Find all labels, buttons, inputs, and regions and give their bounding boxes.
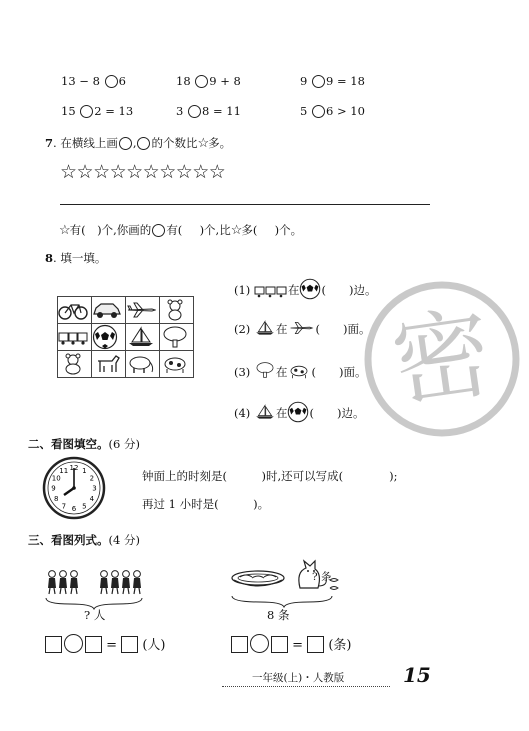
q6-row2-item1: 15 2 = 13: [61, 104, 134, 118]
q8-item-3: (3) 在 ( )面。: [234, 360, 366, 380]
bear-icon: [58, 351, 92, 378]
cow-icon: [160, 351, 194, 378]
operator-circle[interactable]: [250, 634, 269, 653]
page-number: 15: [403, 663, 431, 687]
answer-circle[interactable]: [188, 105, 201, 118]
car-icon: [92, 297, 126, 324]
tree-icon: [160, 324, 194, 351]
soccer-ball-icon: [299, 278, 321, 300]
elephant-icon: [126, 351, 160, 378]
horse-icon: [92, 351, 126, 378]
clock-question-line2: 再过 1 小时是( )。: [142, 497, 270, 511]
sailboat-icon: [126, 324, 160, 351]
sailboat-icon: [254, 319, 276, 337]
q6-row2-item2: 3 8 = 11: [176, 104, 241, 118]
picture-grid: [57, 296, 194, 378]
answer-circle[interactable]: [80, 105, 93, 118]
soccer-ball-icon: [92, 324, 126, 351]
cow-icon: [287, 362, 311, 380]
answer-box[interactable]: [231, 636, 248, 653]
bicycle-icon: [58, 297, 92, 324]
children-illustration: [44, 566, 144, 610]
clock-icon: [42, 456, 106, 520]
q8-title: 8. 填一填。: [45, 251, 107, 265]
left-brace-label: ? 人: [84, 608, 106, 622]
airplane-icon: [287, 320, 315, 336]
clock-numeral: 12: [69, 464, 79, 473]
clock-numeral: 7: [61, 502, 67, 511]
clock-question-line1: 钟面上的时刻是( )时,还可以写成( );: [142, 469, 398, 483]
clock-numeral: 10: [51, 474, 61, 483]
answer-box[interactable]: [307, 636, 324, 653]
answer-box[interactable]: [45, 636, 62, 653]
answer-circle[interactable]: [195, 75, 208, 88]
answer-box[interactable]: [271, 636, 288, 653]
q6-row2-item3: 5 6 > 10: [300, 104, 365, 118]
star-icon: ☆: [197, 136, 209, 151]
clock-numeral: 2: [89, 474, 95, 483]
section-2-title: 二、看图填空。(6 分): [28, 437, 140, 451]
clock-numeral: 9: [51, 484, 56, 493]
train-icon: [254, 284, 288, 298]
tree-icon: [254, 360, 276, 380]
right-expression: = (条): [231, 634, 351, 653]
clock-numeral: 5: [82, 502, 87, 511]
answer-circle[interactable]: [312, 75, 325, 88]
left-expression: = (人): [45, 634, 165, 653]
answer-box[interactable]: [121, 636, 138, 653]
cat-fish-illustration: [230, 558, 350, 608]
star-icon: ☆: [59, 223, 70, 238]
answer-circle[interactable]: [312, 105, 325, 118]
right-brace-label: 8 条: [267, 608, 290, 622]
clock-numeral: 1: [82, 466, 87, 475]
clock-numeral: 4: [89, 494, 95, 503]
star-row: ☆☆☆☆☆☆☆☆☆☆: [60, 161, 226, 183]
teddy-bear-icon: [160, 297, 194, 324]
footer-text: 一年级(上)・人教版: [252, 672, 345, 684]
airplane-icon: [126, 297, 160, 324]
drawing-line[interactable]: [60, 204, 430, 205]
clock-numeral: 3: [92, 484, 97, 493]
operator-circle[interactable]: [64, 634, 83, 653]
answer-circle[interactable]: [105, 75, 118, 88]
q6-row1-item3: 9 9 = 18: [300, 74, 365, 88]
section-3-title: 三、看图列式。(4 分): [28, 533, 140, 547]
q7-prompt: 7. 在横线上画 , 的个数比☆多。: [45, 136, 232, 151]
train-icon: [58, 324, 92, 351]
clock-numeral: 11: [59, 466, 69, 475]
q6-row1-item1: 13 − 8 6: [61, 74, 126, 88]
clock-numeral: 8: [53, 494, 59, 503]
clock-numeral: 6: [71, 505, 77, 514]
right-question-label: ? 条: [312, 571, 332, 583]
q8-item-1: (1) 在 ( )边。: [234, 278, 376, 300]
q6-row1-item2: 18 9 + 8: [176, 74, 241, 88]
answer-box[interactable]: [85, 636, 102, 653]
soccer-ball-icon: [287, 401, 309, 423]
svg-text:密: 密: [385, 295, 499, 423]
q8-item-4: (4) 在 ( )边。: [234, 401, 364, 423]
footer-rule: [222, 686, 390, 687]
q7-answer-line: ☆有( )个,你画的 有( )个,比☆多( )个。: [59, 223, 303, 238]
sailboat-icon: [254, 403, 276, 421]
secret-stamp: [363, 280, 521, 438]
q8-item-2: (2) 在 ( )面。: [234, 319, 370, 337]
